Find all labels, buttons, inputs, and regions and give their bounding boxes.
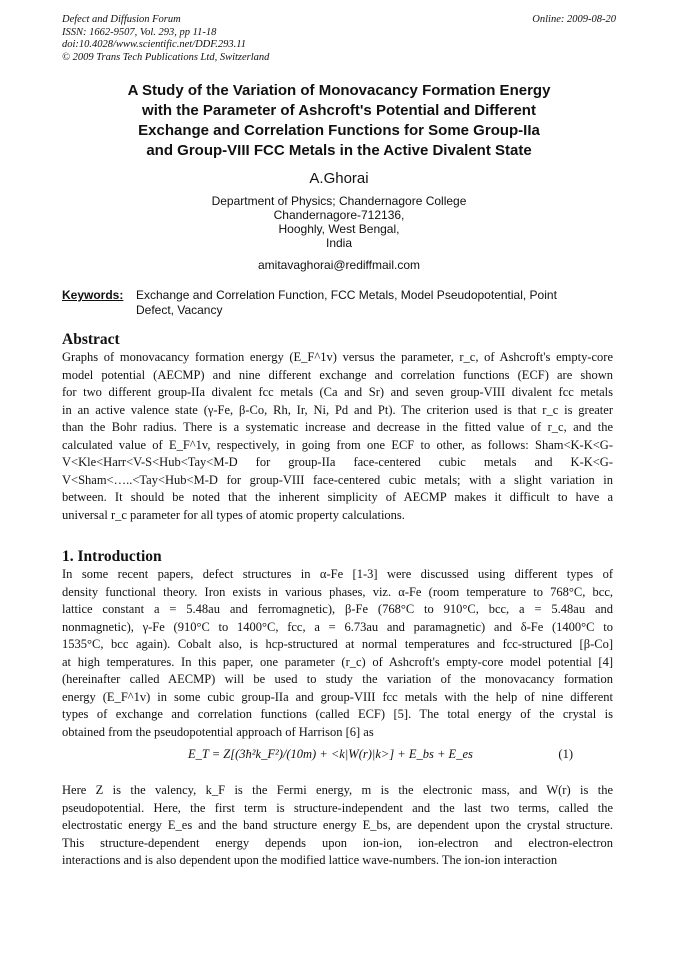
- title-line: and Group-VIII FCC Metals in the Active Divalent State: [146, 142, 532, 159]
- online-date: Online: 2009-08-20: [532, 14, 616, 25]
- affiliation: [0, 194, 678, 250]
- keywords-line: Defect, Vacancy: [136, 303, 223, 317]
- title-line: with the Parameter of Ashcroft's Potential and Different: [142, 102, 536, 119]
- abstract-line: than the Bohr radius. There is a systematic increase and decrease in the fitted value of r_c, and the: [62, 420, 613, 434]
- equation-1: [62, 736, 613, 776]
- post-equation-body: [62, 782, 613, 870]
- affiliation-line: India: [325, 236, 353, 250]
- abstract-line: universal r_c parameter for all types of atomic property calculations.: [62, 507, 405, 522]
- intro-line: types of exchange and correlation functions (called ECF) [5]. The total energy of the crystal is: [62, 707, 613, 721]
- affiliation-line: Chandernagore-712136,: [273, 208, 405, 222]
- affiliation-line: Hooghly, West Bengal,: [278, 222, 400, 236]
- author-name: A.Ghorai: [309, 170, 369, 187]
- keywords-text: [136, 288, 582, 318]
- author-email: amitavaghorai@rediffmail.com: [257, 258, 421, 272]
- keywords-line: Exchange and Correlation Function, FCC Metals, Model Pseudopotential, Point: [136, 288, 557, 302]
- abstract-line: V<Kle<Harr<V-S<Hub<Tay<M-D for group-IIa face-centered cubic metals and K-K<G-: [62, 455, 613, 469]
- intro-line: energy (E_F^1v) in some cubic group-IIa and group-VIII fcc metals with the help of nine different: [62, 689, 613, 704]
- title-line: A Study of the Variation of Monovacancy Formation Energy: [127, 82, 551, 99]
- intro-line: In some recent papers, defect structures in α-Fe [1-3] were discussed using different types of: [62, 567, 613, 581]
- body-line: This structure-dependent energy depends upon ion-ion, ion-electron and electron-electron: [62, 835, 613, 850]
- body-line: electrostatic energy E_es and the band structure energy E_bs, are dependent upon the crystal structure.: [62, 818, 613, 832]
- keywords: [62, 288, 582, 317]
- body-line: pseudopotential. Here, the first term is structure-independent and the last two terms, called the: [62, 800, 613, 815]
- abstract-line: for two different group-IIa divalent fcc metals (Ca and Sr) and seven group-VIII divalent fcc metals: [62, 385, 613, 399]
- keywords-label: Keywords:: [62, 288, 124, 302]
- abstract-line: in an active valence state (γ-Fe, β-Co, Rh, Ir, Ni, Pd and Pt). The criterion used is that r_c is greater: [62, 402, 613, 417]
- affiliation-line: Department of Physics; Chandernagore College: [211, 194, 467, 208]
- introduction-body: [62, 566, 613, 741]
- abstract-line: calculated value of E_F^1v, respectively, in going from one ECF to other, as follows: Sham<K-K<G-: [62, 437, 613, 452]
- issn-line: ISSN: 1662-9507, Vol. 293, pp 11-18: [62, 26, 217, 38]
- intro-line: obtained from the pseudopotential approach of Harrison [6] as: [62, 724, 374, 739]
- abstract-line: Graphs of monovacancy formation energy (E_F^1v) versus the parameter, r_c, of Ashcroft's empty-core: [62, 350, 613, 364]
- journal-name: Defect and Diffusion Forum: [62, 14, 181, 25]
- equation-number: (1): [558, 747, 573, 761]
- intro-line: nonmagnetic), γ-Fe (910°C to 1400°C, fcc, a = 6.73au and paramagnetic) and δ-Fe (1400°C to: [62, 619, 613, 634]
- intro-line: at high temperatures. In this paper, one parameter (r_c) of Ashcroft's empty-core model potential [4]: [62, 654, 613, 669]
- title-line: Exchange and Correlation Functions for Some Group-IIa: [138, 122, 540, 139]
- equation-expression: E_T = Z[(3ħ²k_F²)/(10m) + <k|W(r)|k>] + E_bs + E_es: [188, 747, 473, 761]
- intro-line: (hereinafter called AECMP) will be used to study the variation of the monovacancy formation: [62, 672, 613, 686]
- intro-line: density functional theory. Iron exists in various phases, viz. α-Fe (room temperature to 768°C, bcc,: [62, 584, 613, 599]
- journal-header: [62, 14, 616, 64]
- paper-title: [80, 81, 598, 161]
- abstract-line: model potential (AECMP) and nine different exchange and correlation functions (ECF) are shown: [62, 367, 613, 382]
- doi-line: doi:10.4028/www.scientific.net/DDF.293.11: [62, 39, 247, 50]
- abstract-line: V<Sham<…..<Tay<Hub<M-D for group-VIII face-centered cubic metals; with a slight variation in: [62, 472, 613, 487]
- abstract-body: [62, 349, 613, 524]
- body-line: Here Z is the valency, k_F is the Fermi energy, m is the electronic mass, and W(r) is the: [62, 783, 613, 797]
- intro-line: 1535°C, bcc again). Cobalt also, is hcp-structured at normal temperatures and fcc-structured [β-Co]: [62, 637, 613, 651]
- copyright-line: © 2009 Trans Tech Publications Ltd, Switzerland: [62, 51, 270, 63]
- abstract-heading: Abstract: [62, 331, 120, 348]
- intro-line: lattice constant a = 5.48au and ferromagnetic), β-Fe (768°C to 910°C, bcc, a = 5.48au and: [62, 602, 613, 616]
- introduction-heading: 1. Introduction: [62, 548, 162, 565]
- body-line: interactions and is also dependent upon the modified lattice wave-numbers. The ion-ion interaction: [62, 853, 558, 867]
- abstract-line: between. It should be noted that the inherent simplicity of AECMP makes it difficult to have a: [62, 490, 613, 504]
